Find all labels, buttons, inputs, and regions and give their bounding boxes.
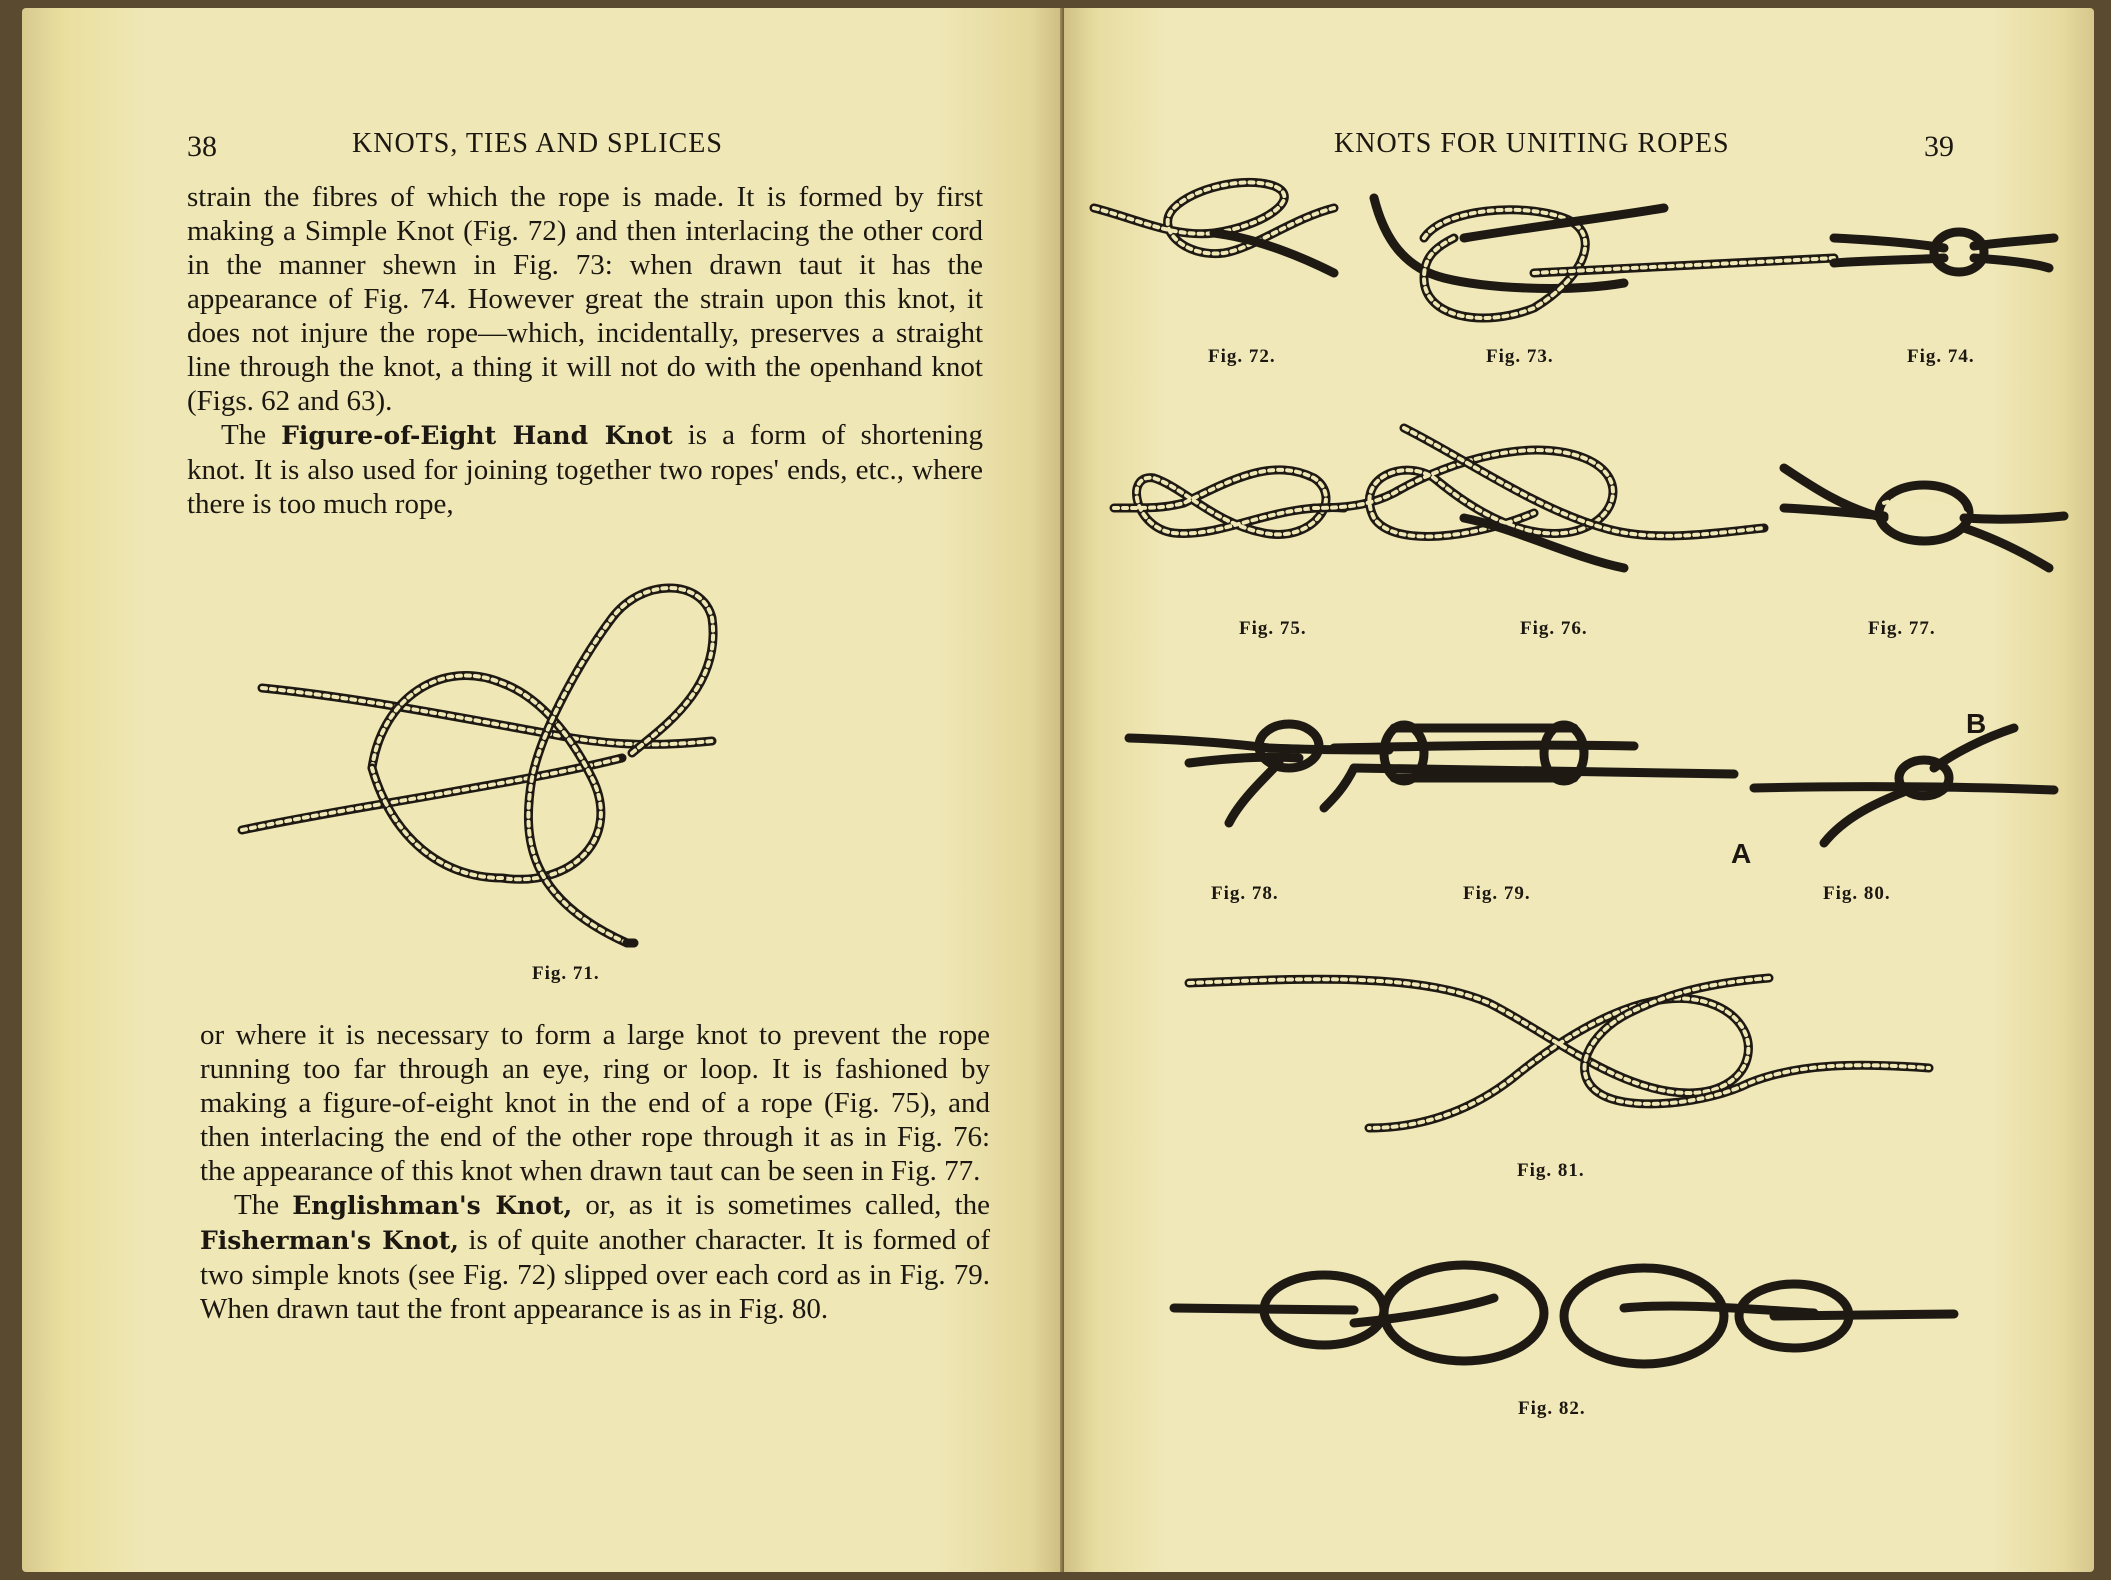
label-b: B (1966, 708, 1987, 739)
figure-81-caption: Fig. 81. (1517, 1160, 1585, 1181)
running-head: KNOTS, TIES AND SPLICES (352, 128, 723, 159)
paragraph-4: The Englishman's Knot, or, as it is sometimes called, the Fisherman's Knot, is of quite another character. It is formed of two simple knots (see Fig. 72) slipped over each cord as in Fig. 79. When drawn taut the front appearance is as in Fig. 80. (200, 1189, 991, 1325)
figure-77-caption: Fig. 77. (1868, 618, 1936, 639)
page-number: 39 (1924, 130, 1954, 163)
left-page (22, 8, 1062, 1572)
figure-72-knot-illustration (1094, 178, 1394, 298)
running-head: KNOTS FOR UNITING ROPES (1334, 128, 1730, 159)
figure-79-caption: Fig. 79. (1463, 883, 1531, 904)
term-englishmans-knot: Englishman's Knot, (292, 1191, 573, 1220)
label-a: A (1731, 838, 1752, 869)
paragraph-1: strain the fibres of which the rope is made. It is formed by first making a Simple Knot (Fig. 72) and then interlacing the other cord in the manner shewn in Fig. 73: when drawn taut it has the appearance of Fig. 74. However great the strain upon this knot, it does not injure the rope—which, incidentally, preserves a straight line through the knot, a thing it will not do with the openhand knot (Figs. 62 and 63). (187, 181, 983, 417)
paragraph-bottom (200, 1018, 990, 1326)
figure-77-knot-illustration (1784, 458, 2064, 578)
paragraph-3: or where it is necessary to form a large knot to prevent the rope running too far through an eye, ring or loop. It is fashioned by making a figure-of-eight knot in the end of a rope (Fig. 75), and then interlacing the end of the other rope through it as in Fig. 76: the appearance of this knot when drawn taut can be seen in Fig. 77. (200, 1019, 990, 1187)
page-number: 38 (187, 130, 217, 163)
figure-71-caption: Fig. 71. (532, 963, 600, 984)
figure-82-knot-illustration (1174, 1258, 1954, 1378)
paragraph-top (187, 180, 983, 521)
figure-82-caption: Fig. 82. (1518, 1398, 1586, 1419)
term-fishermans-knot: Fisherman's Knot, (200, 1226, 459, 1255)
figure-75-caption: Fig. 75. (1239, 618, 1307, 639)
figure-78-caption: Fig. 78. (1211, 883, 1279, 904)
figure-72-caption: Fig. 72. (1208, 346, 1276, 367)
figure-71-knot-illustration (242, 578, 892, 958)
figure-80-knot-illustration (1754, 718, 2054, 848)
figure-76-caption: Fig. 76. (1520, 618, 1588, 639)
figure-76-knot-illustration (1314, 418, 1774, 578)
figure-79-knot-illustration (1334, 708, 1734, 828)
figure-74-caption: Fig. 74. (1907, 346, 1975, 367)
rope-strands (242, 588, 713, 943)
figure-81-knot-illustration (1189, 963, 1929, 1133)
figure-73-knot-illustration (1364, 198, 1844, 338)
figure-74-knot-illustration (1834, 208, 2054, 298)
paragraph-2: The Figure-of-Eight Hand Knot is a form of shortening knot. It is also used for joining together two ropes' ends, etc., where there is too much rope, (187, 419, 983, 520)
figure-73-caption: Fig. 73. (1486, 346, 1554, 367)
figure-80-caption: Fig. 80. (1823, 883, 1891, 904)
figure-75-knot-illustration (1114, 448, 1344, 558)
right-page (1064, 8, 2094, 1572)
term-figure-of-eight: Figure-of-Eight Hand Knot (281, 421, 673, 450)
